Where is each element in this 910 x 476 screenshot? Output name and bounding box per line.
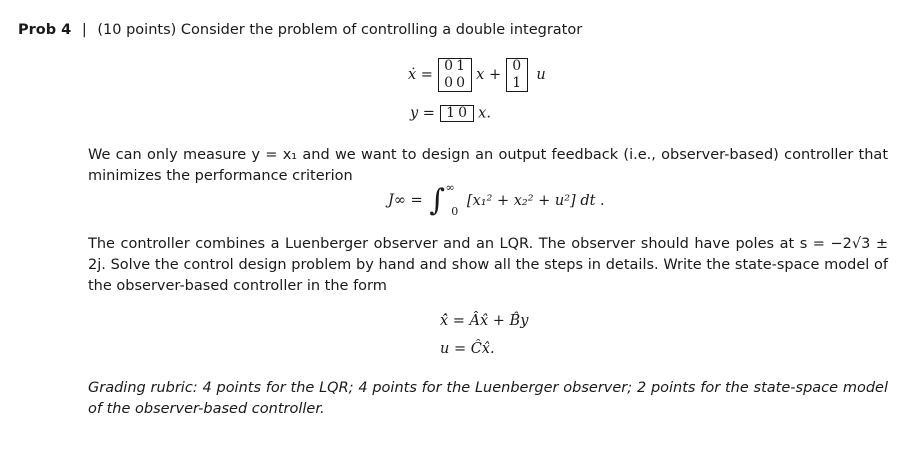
integral-lower: 0: [451, 204, 459, 218]
a11: 0: [444, 58, 453, 74]
y-lhs: y =: [410, 105, 435, 122]
integral-sign: ∫: [429, 183, 445, 218]
b1: 0: [512, 58, 522, 74]
problem-intro: (10 points) Consider the problem of controlling a double integrator: [97, 22, 583, 38]
state-equation: [408, 58, 546, 92]
paragraph-measurement: We can only measure y = x₁ and we want to design an output feedback (i.e., observer-based) controller that minimizes the performance criterion: [88, 147, 888, 184]
input-u: u: [536, 67, 546, 83]
cost-function: [388, 180, 605, 218]
a12: 1: [456, 58, 465, 74]
b2: 1: [512, 75, 522, 91]
matrix-a: [438, 58, 472, 92]
controller-eq-output: u = Ĉx̂.: [440, 341, 495, 357]
a22: 0: [456, 75, 465, 91]
a21: 0: [444, 75, 453, 91]
c1: 1: [446, 105, 456, 121]
y-rhs: x.: [478, 105, 491, 122]
paragraph-design: The controller combines a Luenberger observer and an LQR. The observer should have poles at s = −2√3 ± 2j. Solve the control design problem by hand and show all the steps in details. Write the state-space model of the observer-based controller in the form: [88, 236, 888, 294]
problem-header: [18, 22, 582, 38]
problem-label: Prob 4: [18, 22, 72, 38]
matrix-c: [440, 105, 474, 122]
controller-eq-state: x̂̇ = Âx̂ + B̂y: [440, 313, 529, 329]
output-equation: [410, 105, 491, 122]
grading-rubric: Grading rubric: 4 points for the LQR; 4 points for the Luenberger observer; 2 points for the state-space model of the observer-based controller.: [88, 380, 888, 417]
xdot-lhs: ẋ =: [408, 67, 433, 83]
x-plus: x +: [476, 67, 502, 83]
matrix-b: [506, 58, 528, 92]
header-separator: |: [81, 22, 87, 38]
integral-upper: ∞: [445, 180, 455, 194]
integrand: [x₁² + x₂² + u²] dt .: [466, 192, 605, 209]
c2: 0: [458, 105, 468, 121]
cost-lhs: J∞ =: [388, 192, 423, 209]
